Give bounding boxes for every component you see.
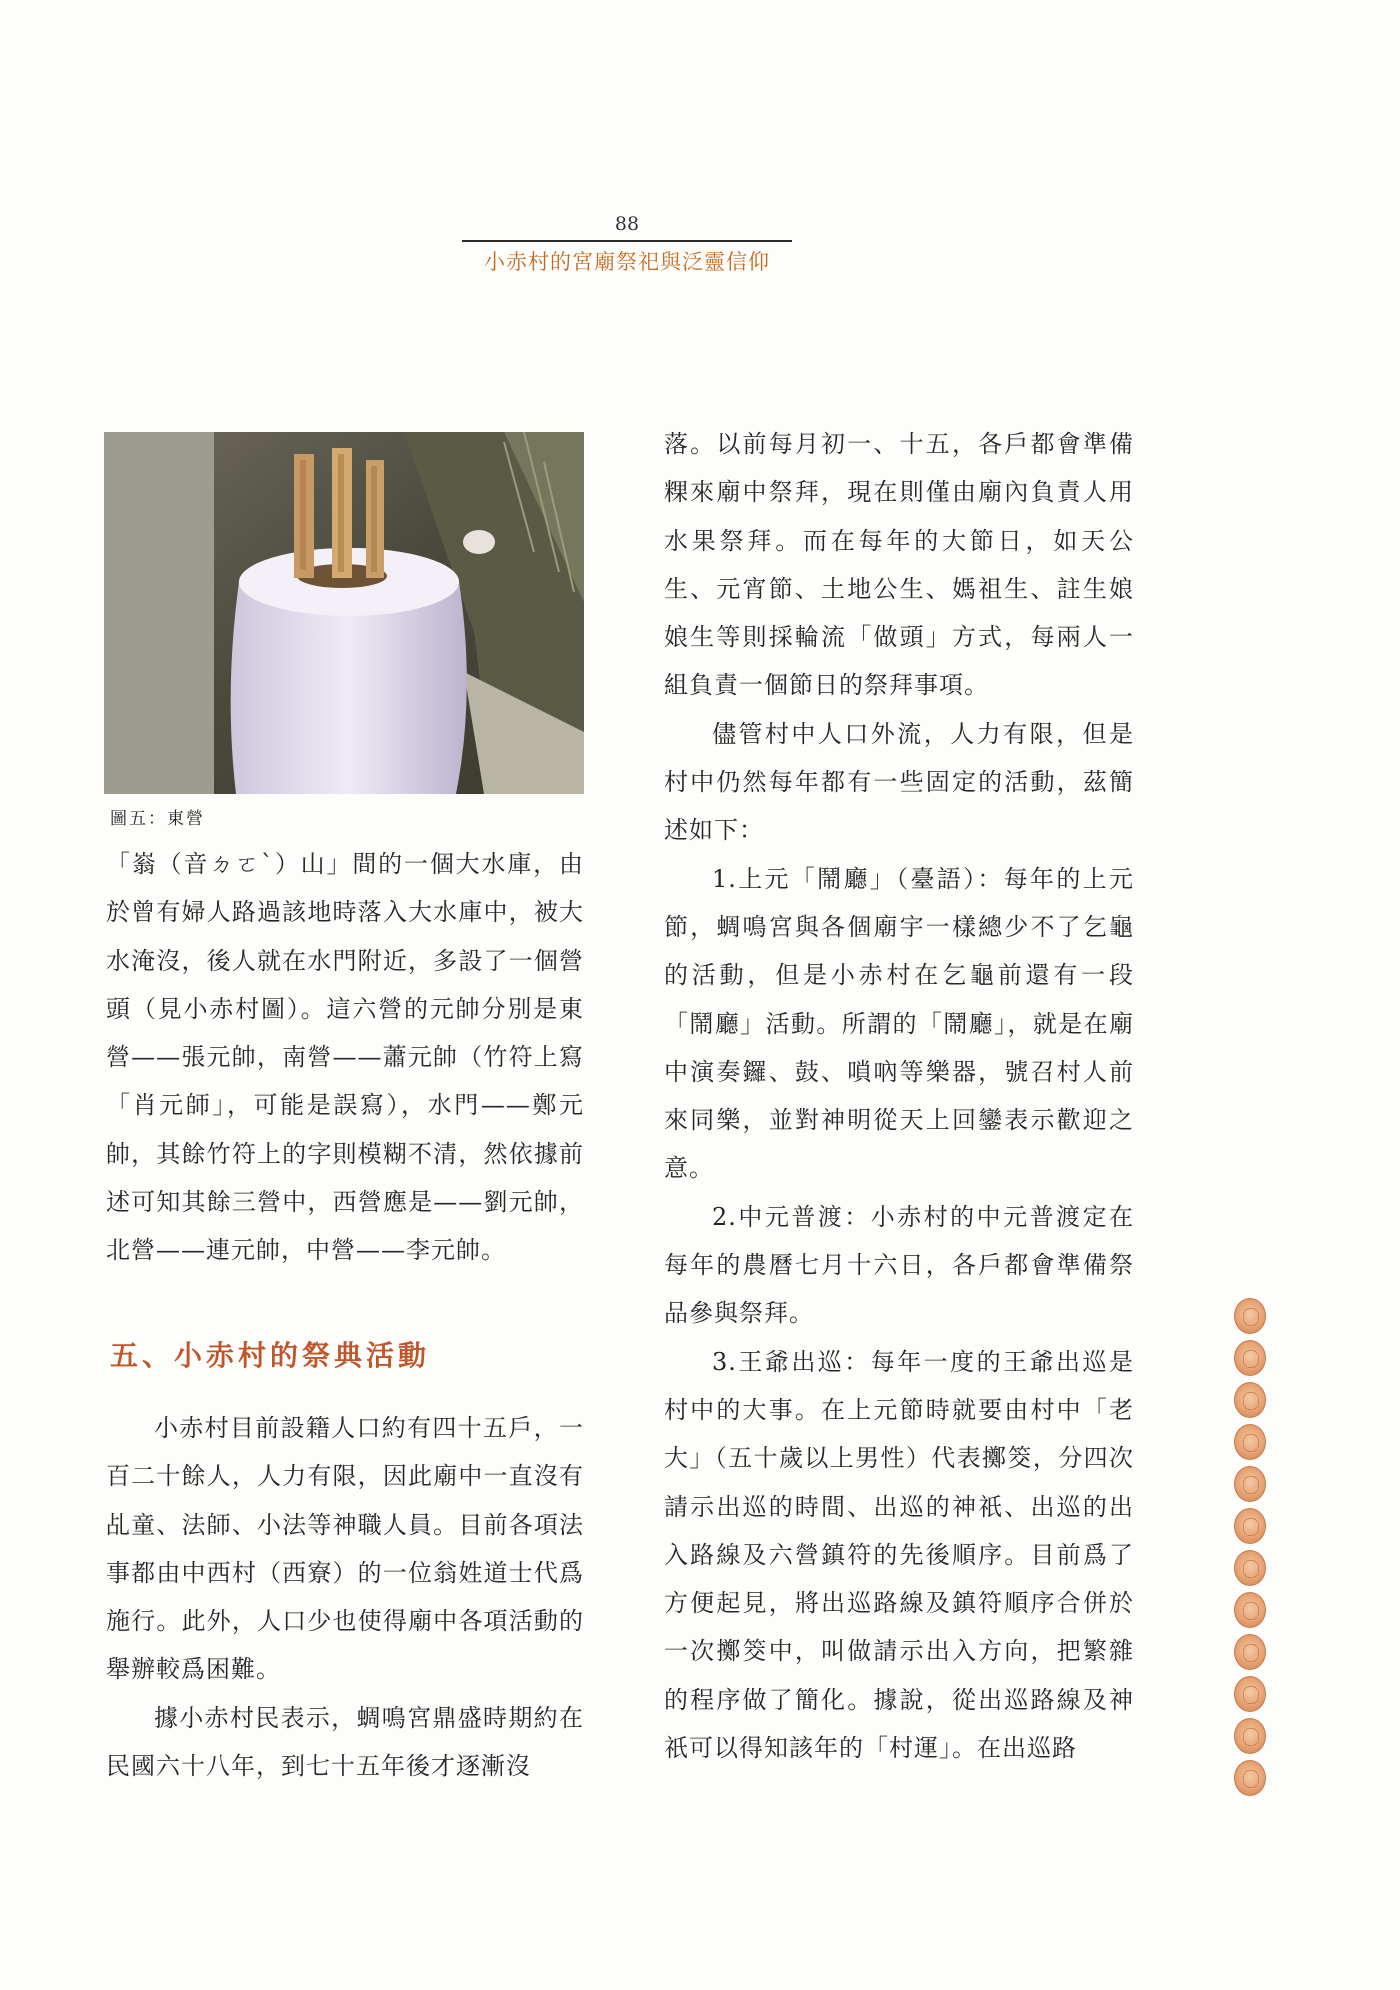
ornament-medallion-icon	[1234, 1592, 1266, 1628]
ornament-medallion-icon	[1234, 1466, 1266, 1502]
side-ornament-strip	[1234, 1298, 1270, 1802]
paragraph: 2.中元普渡：小赤村的中元普渡定在每年的農曆七月十六日，各戶都會準備祭品參與祭拜。	[664, 1202, 1134, 1328]
page-number: 88	[614, 213, 640, 235]
ornament-medallion-icon	[1234, 1424, 1266, 1460]
header-divider	[462, 240, 792, 242]
right-column	[664, 420, 1134, 1772]
figure-photo	[104, 432, 584, 794]
ornament-medallion-icon	[1234, 1508, 1266, 1544]
ornament-medallion-icon	[1234, 1760, 1266, 1796]
running-title: 小赤村的宮廟祭祀與泛靈信仰	[484, 250, 770, 274]
ornament-medallion-icon	[1234, 1298, 1266, 1334]
ornament-medallion-icon	[1234, 1634, 1266, 1670]
left-column-bottom	[106, 1404, 584, 1790]
paragraph: 據小赤村民表示，蜩鳴宮鼎盛時期約在民國六十八年，到七十五年後才逐漸沒	[106, 1703, 584, 1781]
ornament-medallion-icon	[1234, 1382, 1266, 1418]
paragraph: 1.上元「鬧廳」（臺語）：每年的上元節，蜩鳴宮與各個廟宇一樣總少不了乞龜的活動，但是小赤村在乞龜前還有一段「鬧廳」活動。所謂的「鬧廳」，就是在廟中演奏鑼、鼓、嗩吶等樂器，號召村人前來同樂，並對神明從天上回鑾表示歡迎之意。	[664, 864, 1134, 1183]
paragraph: 3.王爺出巡：每年一度的王爺出巡是村中的大事。在上元節時就要由村中「老大」（五十歲以上男性）代表擲筊，分四次請示出巡的時間、出巡的神祇、出巡的出入路線及六營鎮符的先後順序。目前爲了方便起見，將出巡路線及鎮符順序合併於一次擲筊中，叫做請示出入方向，把繁雜的程序做了簡化。據說，從出巡路線及神祇可以得知該年的「村運」。在出巡路	[664, 1347, 1134, 1763]
ornament-medallion-icon	[1234, 1550, 1266, 1586]
figure-caption: 圖五：東營	[110, 809, 205, 829]
paragraph: 「嵡（音ㄉㄛˋ）山」間的一個大水庫，由於曾有婦人路過該地時落入大水庫中，被大水淹沒，後人就在水門附近，多設了一個營頭（見小赤村圖）。這六營的元帥分別是東營——張元帥，南營——蕭元帥（竹符上寫「肖元師」，可能是誤寫），水門——鄭元帥，其餘竹符上的字則模糊不清，然依據前述可知其餘三營中，西營應是——劉元帥，北營——連元帥，中營——李元帥。	[106, 850, 584, 1265]
section-heading: 五、小赤村的祭典活動	[110, 1339, 431, 1372]
left-column-top	[106, 840, 584, 1275]
paragraph: 落。以前每月初一、十五，各戶都會準備粿來廟中祭拜，現在則僅由廟內負責人用水果祭拜。而在每年的大節日，如天公生、元宵節、土地公生、媽祖生、註生娘娘生等則採輪流「做頭」方式，每兩人一組負責一個節日的祭拜事項。	[664, 430, 1134, 700]
ornament-medallion-icon	[1234, 1676, 1266, 1712]
paragraph: 儘管村中人口外流，人力有限，但是村中仍然每年都有一些固定的活動，茲簡述如下：	[664, 719, 1134, 845]
shrine-photo-illustration	[104, 432, 584, 794]
ornament-medallion-icon	[1234, 1718, 1266, 1754]
page-header	[462, 212, 792, 276]
ornament-medallion-icon	[1234, 1340, 1266, 1376]
paragraph: 小赤村目前設籍人口約有四十五戶，一百二十餘人，人力有限，因此廟中一直沒有乩童、法師、小法等神職人員。目前各項法事都由中西村（西寮）的一位翁姓道士代爲施行。此外，人口少也使得廟中各項活動的舉辦較爲困難。	[106, 1414, 584, 1684]
